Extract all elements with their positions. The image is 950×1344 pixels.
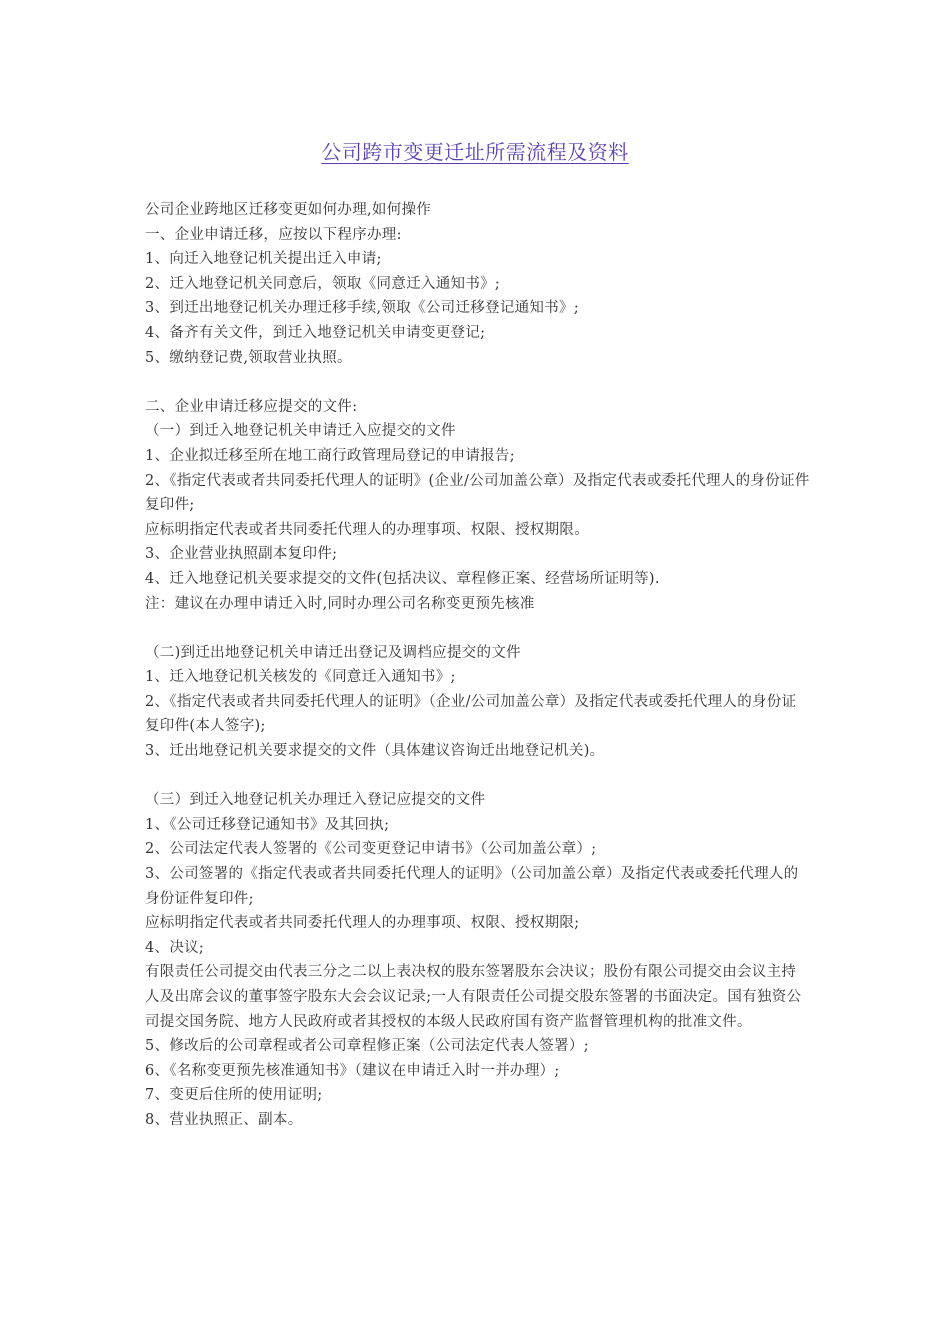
paragraph: 4、备齐有关文件，到迁入地登记机关申请变更登记; bbox=[145, 324, 486, 341]
paragraph: 一、企业申请迁移，应按以下程序办理: bbox=[145, 226, 402, 243]
section-move-out-application bbox=[145, 641, 810, 764]
spacer bbox=[145, 616, 810, 641]
paragraph: 4、决议; bbox=[145, 939, 205, 956]
paragraph: 3、迁出地登记机关要求提交的文件（具体建议咨询迁出地登记机关)。 bbox=[145, 743, 605, 760]
paragraph: 1、向迁入地登记机关提出迁入申请; bbox=[145, 251, 382, 268]
paragraph: 8、营业执照正、副本。 bbox=[145, 1111, 303, 1128]
paragraph: 应标明指定代表或者共同委托代理人的办理事项、权限、授权期限。 bbox=[145, 521, 589, 538]
paragraph: 2、《指定代表或者共同委托代理人的证明》（企业/公司加盖公章）及指定代表或委托代理人的身份证复印件(本人签字); bbox=[145, 693, 797, 735]
section-move-in-application bbox=[145, 395, 810, 616]
paragraph: （一）到迁入地登记机关申请迁入应提交的文件 bbox=[145, 423, 456, 440]
paragraph: 有限责任公司提交由代表三分之二以上表决权的股东签署股东会决议；股份有限公司提交由会议主持人及出席会议的董事签字股东大会会议记录;一人有限责任公司提交股东签署的书面决定。国有独资公司提交国务院、地方人民政府或者其授权的本级人民政府国有资产监督管理机构的批准文件。 bbox=[145, 964, 802, 1030]
document-title: 公司跨市变更迁址所需流程及资料 bbox=[321, 140, 629, 164]
paragraph: 3、企业营业执照副本复印件; bbox=[145, 546, 338, 563]
paragraph: 3、到迁出地登记机关办理迁移手续,领取《公司迁移登记通知书》; bbox=[145, 300, 580, 317]
paragraph: 注：建议在办理申请迁入时,同时办理公司名称变更预先核准 bbox=[145, 595, 535, 612]
paragraph: 7、变更后住所的使用证明; bbox=[145, 1087, 323, 1104]
paragraph: 1、迁入地登记机关核发的《同意迁入通知书》; bbox=[145, 669, 456, 686]
paragraph: 1、《公司迁移登记通知书》及其回执; bbox=[145, 816, 390, 833]
paragraph: 2、迁入地登记机关同意后，领取《同意迁入通知书》; bbox=[145, 275, 501, 292]
paragraph: 6、《名称变更预先核准通知书》（建议在申请迁入时一并办理）; bbox=[145, 1062, 560, 1079]
paragraph: 2、《指定代表或者共同委托代理人的证明》(企业/公司加盖公章）及指定代表或委托代理人的身份证件复印件; bbox=[145, 472, 810, 514]
paragraph: （二)到迁出地登记机关申请迁出登记及调档应提交的文件 bbox=[145, 644, 521, 661]
paragraph: 5、修改后的公司章程或者公司章程修正案（公司法定代表人签署）; bbox=[145, 1038, 589, 1055]
section-move-in-registration bbox=[145, 788, 810, 1132]
paragraph: 2、公司法定代表人签署的《公司变更登记申请书》（公司加盖公章）; bbox=[145, 841, 597, 858]
paragraph: 1、企业拟迁移至所在地工商行政管理局登记的申请报告; bbox=[145, 447, 515, 464]
document-body bbox=[145, 198, 810, 1133]
spacer bbox=[145, 370, 810, 395]
paragraph: 应标明指定代表或者共同委托代理人的办理事项、权限、授权期限; bbox=[145, 915, 580, 932]
spacer bbox=[145, 764, 810, 789]
paragraph: （三）到迁入地登记机关办理迁入登记应提交的文件 bbox=[145, 792, 486, 809]
paragraph: 3、公司签署的《指定代表或者共同委托代理人的证明》（公司加盖公章）及指定代表或委托代理人的身份证件复印件; bbox=[145, 866, 799, 907]
paragraph: 4、迁入地登记机关要求提交的文件(包括决议、章程修正案、经营场所证明等). bbox=[145, 570, 660, 587]
section-procedure bbox=[145, 198, 810, 370]
paragraph: 5、缴纳登记费,领取营业执照。 bbox=[145, 349, 352, 366]
paragraph: 二、企业申请迁移应提交的文件: bbox=[145, 398, 358, 415]
paragraph: 公司企业跨地区迁移变更如何办理,如何操作 bbox=[145, 202, 432, 218]
